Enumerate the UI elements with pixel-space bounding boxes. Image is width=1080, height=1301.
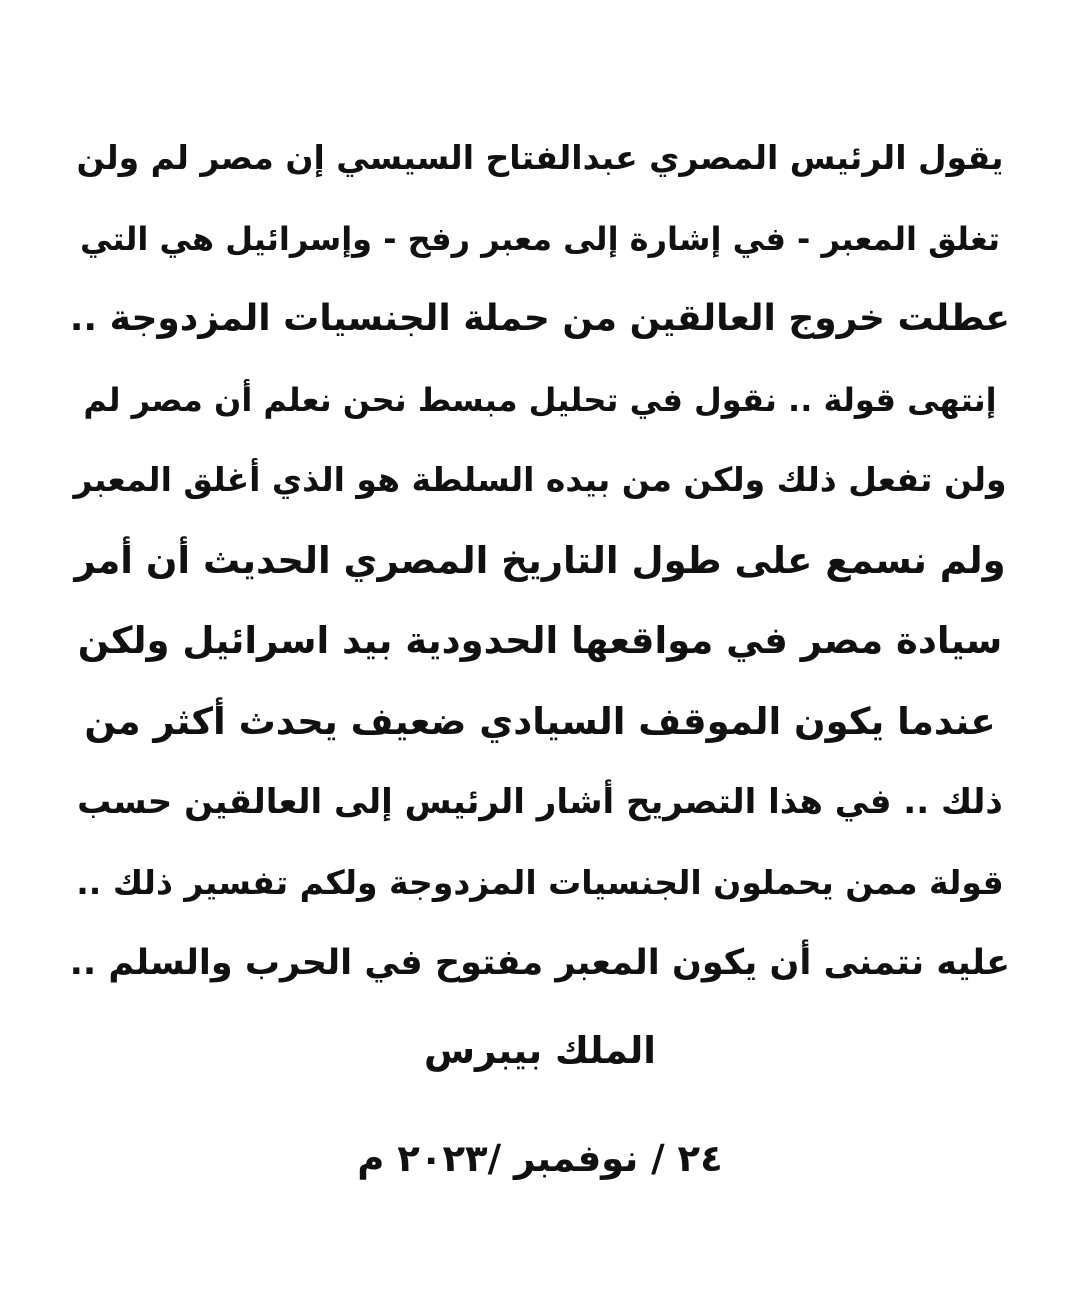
post-line: ولم نسمع على طول التاريخ المصري الحديث أن أمر bbox=[74, 538, 1006, 582]
post-line: عندما يكون الموقف السيادي ضعيف يحدث أكثر من bbox=[84, 699, 996, 743]
author-signature: الملك بيبرس bbox=[424, 1028, 656, 1072]
post-line: ولن تفعل ذلك ولكن من بيده السلطة هو الذي أغلق المعبر bbox=[73, 460, 1007, 499]
post-line: يقول الرئيس المصري عبدالفتاح السيسي إن مصر لم ولن bbox=[76, 138, 1004, 177]
post-line: سيادة مصر في مواقعها الحدودية بيد اسرائيل ولكن bbox=[77, 619, 1003, 662]
post-line: قولة ممن يحملون الجنسيات المزدوجة ولكم تفسير ذلك .. bbox=[76, 862, 1004, 902]
post-body bbox=[70, 118, 1010, 1004]
post-date: ٢٤ / نوفمبر /٢٠٢٣ م bbox=[357, 1136, 723, 1180]
post-line: ذلك .. في هذا التصريح أشار الرئيس إلى العالقين حسب bbox=[77, 782, 1003, 822]
post-line: تغلق المعبر - في إشارة إلى معبر رفح - وإسرائيل هي التي bbox=[79, 219, 1001, 258]
post-line: إنتهى قولة .. نقول في تحليل مبسط نحن نعلم أن مصر لم bbox=[83, 380, 997, 419]
post-line: عطلت خروج العالقين من حملة الجنسيات المزدوجة .. bbox=[69, 298, 1010, 339]
post-line: عليه نتمنى أن يكون المعبر مفتوح في الحرب والسلم .. bbox=[69, 943, 1010, 983]
